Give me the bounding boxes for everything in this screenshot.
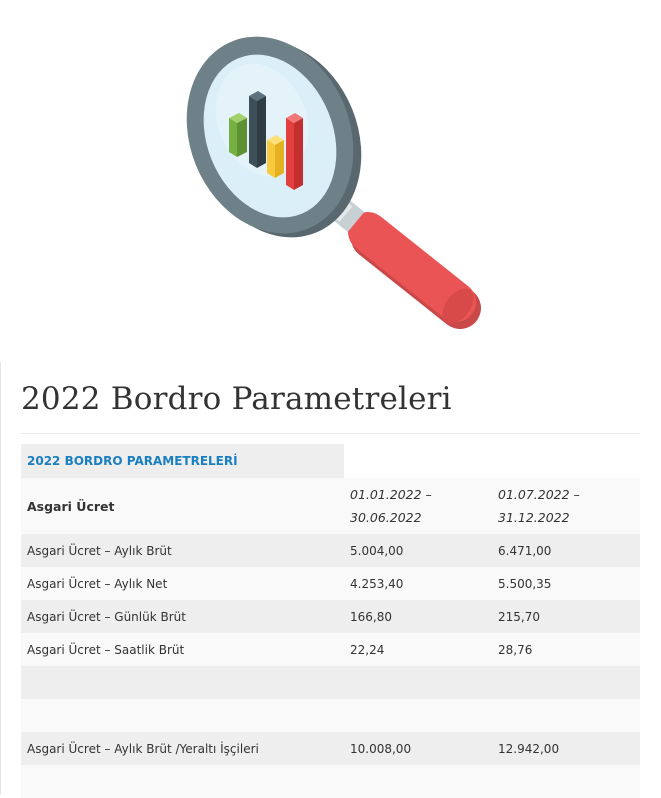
row-value-period-1 — [344, 765, 492, 798]
table-row-empty — [21, 765, 640, 798]
table-row-empty — [21, 699, 640, 732]
row-value-period-2: 6.471,00 — [492, 534, 640, 567]
row-value-period-2: 12.942,00 — [492, 732, 640, 765]
row-value-period-1: 5.004,00 — [344, 534, 492, 567]
table-row — [21, 534, 640, 567]
payroll-parameters-table — [21, 444, 640, 798]
row-value-period-1: 10.008,00 — [344, 732, 492, 765]
row-label: Asgari Ücret – Aylık Net — [21, 567, 344, 600]
row-value-period-2: 28,76 — [492, 633, 640, 666]
row-value-period-2 — [492, 666, 640, 699]
row-value-period-1 — [344, 699, 492, 732]
table-row — [21, 732, 640, 765]
content-left-border — [0, 362, 1, 795]
table-header-blank — [344, 444, 640, 478]
row-value-period-2: 215,70 — [492, 600, 640, 633]
period-2-cell — [492, 478, 640, 534]
magnifier-bar-chart-icon — [0, 0, 661, 360]
row-value-period-1: 166,80 — [344, 600, 492, 633]
row-label: Asgari Ücret – Aylık Brüt /Yeraltı İşçileri — [21, 732, 344, 765]
period-1-end: 30.06.2022 — [350, 510, 422, 525]
magnifier-handle — [334, 204, 480, 329]
row-label — [21, 765, 344, 798]
row-value-period-2 — [492, 699, 640, 732]
row-value-period-2: 5.500,35 — [492, 567, 640, 600]
row-value-period-1: 22,24 — [344, 633, 492, 666]
page-title: 2022 Bordro Parametreleri — [21, 381, 452, 417]
row-label: Asgari Ücret – Günlük Brüt — [21, 600, 344, 633]
period-row — [21, 478, 640, 534]
table-row — [21, 600, 640, 633]
table-header-row — [21, 444, 640, 478]
row-label: Asgari Ücret – Saatlik Brüt — [21, 633, 344, 666]
period-2-end: 31.12.2022 — [498, 510, 570, 525]
row-value-period-1: 4.253,40 — [344, 567, 492, 600]
row-value-period-2 — [492, 765, 640, 798]
table-row-empty — [21, 666, 640, 699]
table-header-title: 2022 BORDRO PARAMETRELERİ — [21, 444, 344, 478]
row-label: Asgari Ücret – Aylık Brüt — [21, 534, 344, 567]
row-label — [21, 699, 344, 732]
table-row — [21, 633, 640, 666]
title-divider — [21, 433, 640, 434]
row-value-period-1 — [344, 666, 492, 699]
row-label — [21, 666, 344, 699]
period-1-cell — [344, 478, 492, 534]
period-1-start: 01.01.2022 – — [350, 487, 432, 502]
table-row — [21, 567, 640, 600]
hero-illustration — [0, 0, 661, 360]
section-label: Asgari Ücret — [21, 478, 344, 534]
period-2-start: 01.07.2022 – — [498, 487, 580, 502]
